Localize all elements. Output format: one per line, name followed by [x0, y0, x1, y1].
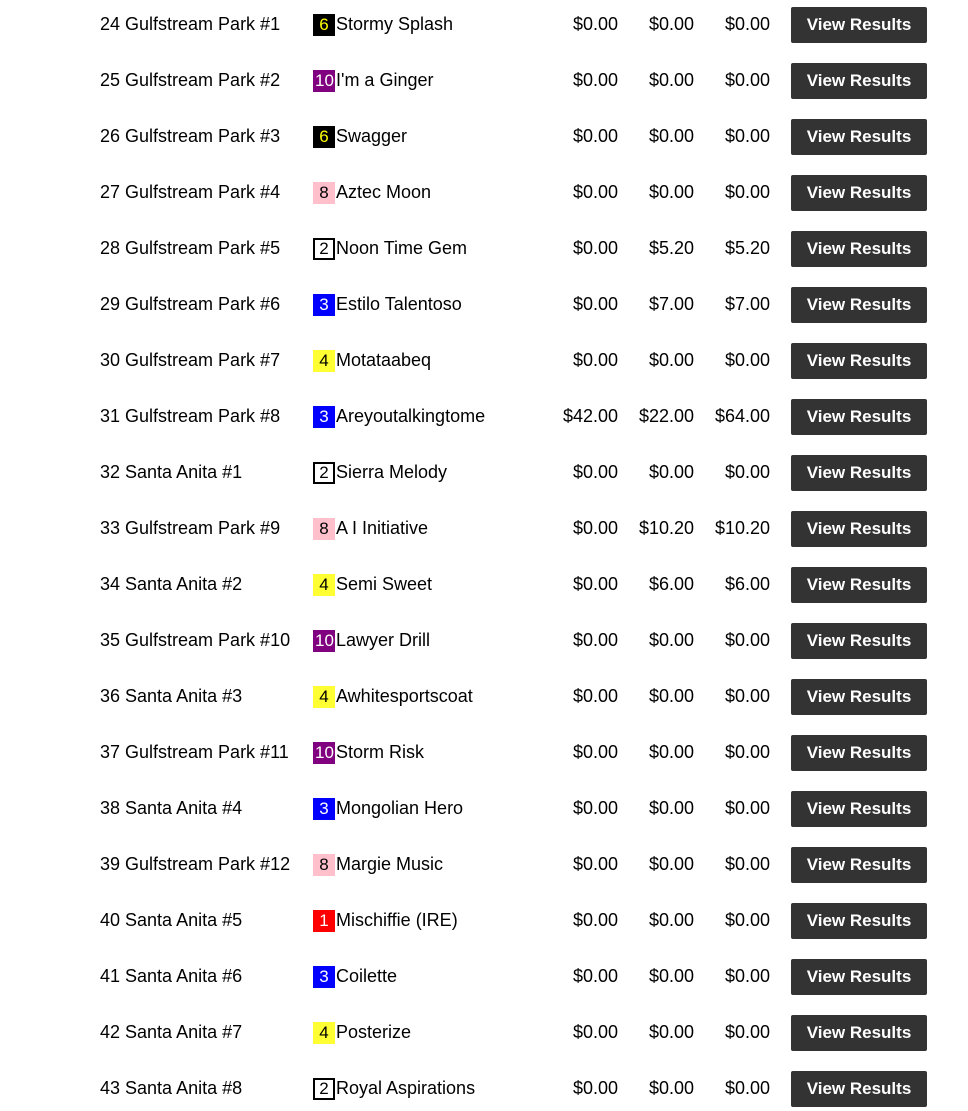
post-position-badge: 4 — [313, 574, 335, 596]
horse-name: Semi Sweet — [336, 574, 433, 594]
race-label: 43 Santa Anita #8 — [100, 1078, 243, 1098]
show-payout: $0.00 — [724, 686, 770, 706]
place-payout: $0.00 — [648, 742, 694, 762]
horse-name: Storm Risk — [336, 742, 425, 762]
result-row — [0, 171, 968, 211]
show-payout: $0.00 — [724, 350, 770, 370]
win-payout: $0.00 — [572, 630, 618, 650]
post-position-badge: 3 — [313, 294, 335, 316]
race-label: 34 Santa Anita #2 — [100, 574, 243, 594]
horse-name: Noon Time Gem — [336, 238, 468, 258]
race-label: 36 Santa Anita #3 — [100, 686, 243, 706]
win-payout: $0.00 — [572, 966, 618, 986]
win-payout: $0.00 — [572, 182, 618, 202]
show-payout: $0.00 — [724, 126, 770, 146]
show-payout: $0.00 — [724, 742, 770, 762]
view-results-button[interactable]: View Results — [791, 343, 927, 379]
horse-name: Aztec Moon — [336, 182, 432, 202]
post-position-badge: 10 — [315, 743, 334, 762]
race-label: 27 Gulfstream Park #4 — [100, 182, 281, 202]
post-position-badge: 8 — [313, 518, 335, 540]
horse-name: Posterize — [336, 1022, 412, 1042]
horse-name: I'm a Ginger — [336, 70, 434, 90]
show-payout: $6.00 — [724, 574, 770, 594]
post-position-badge: 2 — [313, 462, 335, 484]
show-payout: $0.00 — [724, 14, 770, 34]
show-payout: $0.00 — [724, 70, 770, 90]
race-label: 25 Gulfstream Park #2 — [100, 70, 281, 90]
view-results-button[interactable]: View Results — [791, 567, 927, 603]
result-row — [0, 395, 968, 435]
horse-name: Royal Aspirations — [336, 1078, 476, 1098]
horse-name: Awhitesportscoat — [336, 686, 473, 706]
place-payout: $0.00 — [648, 686, 694, 706]
view-results-button[interactable]: View Results — [791, 1015, 927, 1051]
show-payout: $0.00 — [724, 182, 770, 202]
win-payout: $0.00 — [572, 462, 618, 482]
place-payout: $7.00 — [648, 294, 694, 314]
result-row — [0, 339, 968, 379]
place-payout: $0.00 — [648, 14, 694, 34]
place-payout: $0.00 — [648, 462, 694, 482]
post-position-badge: 4 — [313, 686, 335, 708]
race-label: 35 Gulfstream Park #10 — [100, 630, 291, 650]
post-position-badge: 2 — [313, 1078, 335, 1100]
result-row — [0, 563, 968, 603]
post-position-badge: 8 — [313, 182, 335, 204]
horse-name: Mongolian Hero — [336, 798, 464, 818]
place-payout: $0.00 — [648, 910, 694, 930]
win-payout: $0.00 — [572, 294, 618, 314]
race-label: 42 Santa Anita #7 — [100, 1022, 243, 1042]
result-row — [0, 1067, 968, 1107]
horse-name: Estilo Talentoso — [336, 294, 462, 314]
place-payout: $6.00 — [648, 574, 694, 594]
view-results-button[interactable]: View Results — [791, 847, 927, 883]
post-position-badge: 4 — [313, 1022, 335, 1044]
place-payout: $0.00 — [648, 182, 694, 202]
post-position-badge: 10 — [315, 631, 334, 650]
horse-name: A I Initiative — [336, 518, 429, 538]
view-results-button[interactable]: View Results — [791, 287, 927, 323]
horse-name: Swagger — [336, 126, 408, 146]
view-results-button[interactable]: View Results — [791, 735, 927, 771]
horse-name: Sierra Melody — [336, 462, 448, 482]
result-row — [0, 955, 968, 995]
view-results-button[interactable]: View Results — [791, 455, 927, 491]
win-payout: $0.00 — [572, 686, 618, 706]
show-payout: $0.00 — [724, 1078, 770, 1098]
show-payout: $10.20 — [714, 518, 770, 538]
race-label: 37 Gulfstream Park #11 — [100, 742, 289, 762]
result-row — [0, 451, 968, 491]
view-results-button[interactable]: View Results — [791, 511, 927, 547]
result-row — [0, 227, 968, 267]
show-payout: $5.20 — [724, 238, 770, 258]
result-row — [0, 675, 968, 715]
race-label: 26 Gulfstream Park #3 — [100, 126, 281, 146]
view-results-button[interactable]: View Results — [791, 175, 927, 211]
horse-name: Coilette — [336, 966, 398, 986]
result-row — [0, 843, 968, 883]
place-payout: $0.00 — [648, 1078, 694, 1098]
post-position-badge: 6 — [313, 126, 335, 148]
win-payout: $0.00 — [572, 350, 618, 370]
post-position-badge: 3 — [313, 966, 335, 988]
post-position-badge: 10 — [315, 71, 334, 90]
post-position-badge: 8 — [313, 854, 335, 876]
show-payout: $0.00 — [724, 910, 770, 930]
post-position-badge: 6 — [313, 14, 335, 36]
view-results-button[interactable]: View Results — [791, 231, 927, 267]
horse-name: Motataabeq — [336, 350, 432, 370]
result-row — [0, 899, 968, 939]
race-label: 29 Gulfstream Park #6 — [100, 294, 281, 314]
win-payout: $0.00 — [572, 518, 618, 538]
horse-name: Lawyer Drill — [336, 630, 431, 650]
view-results-button[interactable]: View Results — [791, 959, 927, 995]
post-position-badge: 3 — [313, 406, 335, 428]
view-results-button[interactable]: View Results — [791, 791, 927, 827]
show-payout: $64.00 — [714, 406, 770, 426]
result-row — [0, 731, 968, 771]
race-label: 41 Santa Anita #6 — [100, 966, 243, 986]
race-label: 40 Santa Anita #5 — [100, 910, 243, 930]
show-payout: $0.00 — [724, 966, 770, 986]
win-payout: $42.00 — [562, 406, 618, 426]
show-payout: $0.00 — [724, 854, 770, 874]
show-payout: $0.00 — [724, 1022, 770, 1042]
horse-name: Margie Music — [336, 854, 444, 874]
view-results-button[interactable]: View Results — [791, 119, 927, 155]
place-payout: $0.00 — [648, 350, 694, 370]
place-payout: $0.00 — [648, 854, 694, 874]
win-payout: $0.00 — [572, 238, 618, 258]
result-row — [0, 283, 968, 323]
win-payout: $0.00 — [572, 574, 618, 594]
horse-name: Areyoutalkingtome — [336, 406, 486, 426]
win-payout: $0.00 — [572, 854, 618, 874]
place-payout: $0.00 — [648, 798, 694, 818]
post-position-badge: 3 — [313, 798, 335, 820]
post-position-badge: 4 — [313, 350, 335, 372]
view-results-button[interactable]: View Results — [791, 1071, 927, 1107]
result-row — [0, 507, 968, 547]
win-payout: $0.00 — [572, 798, 618, 818]
win-payout: $0.00 — [572, 14, 618, 34]
race-label: 38 Santa Anita #4 — [100, 798, 243, 818]
win-payout: $0.00 — [572, 126, 618, 146]
result-row — [0, 59, 968, 99]
result-row — [0, 787, 968, 827]
race-label: 33 Gulfstream Park #9 — [100, 518, 281, 538]
place-payout: $10.20 — [638, 518, 694, 538]
view-results-button[interactable]: View Results — [791, 903, 927, 939]
result-row — [0, 3, 968, 43]
place-payout: $0.00 — [648, 630, 694, 650]
post-position-badge: 2 — [313, 238, 335, 260]
result-row — [0, 1011, 968, 1051]
result-row — [0, 619, 968, 659]
view-results-button[interactable]: View Results — [791, 679, 927, 715]
horse-name: Stormy Splash — [336, 14, 454, 34]
view-results-button[interactable]: View Results — [791, 7, 927, 43]
race-label: 28 Gulfstream Park #5 — [100, 238, 281, 258]
view-results-button[interactable]: View Results — [791, 399, 927, 435]
result-row — [0, 115, 968, 155]
race-label: 32 Santa Anita #1 — [100, 462, 243, 482]
post-position-badge: 1 — [313, 910, 335, 932]
show-payout: $0.00 — [724, 462, 770, 482]
place-payout: $0.00 — [648, 1022, 694, 1042]
win-payout: $0.00 — [572, 1022, 618, 1042]
place-payout: $5.20 — [648, 238, 694, 258]
race-label: 30 Gulfstream Park #7 — [100, 350, 281, 370]
race-label: 39 Gulfstream Park #12 — [100, 854, 291, 874]
place-payout: $0.00 — [648, 966, 694, 986]
race-label: 24 Gulfstream Park #1 — [100, 14, 281, 34]
show-payout: $0.00 — [724, 630, 770, 650]
place-payout: $22.00 — [638, 406, 694, 426]
place-payout: $0.00 — [648, 126, 694, 146]
win-payout: $0.00 — [572, 1078, 618, 1098]
win-payout: $0.00 — [572, 70, 618, 90]
race-label: 31 Gulfstream Park #8 — [100, 406, 281, 426]
show-payout: $0.00 — [724, 798, 770, 818]
win-payout: $0.00 — [572, 910, 618, 930]
win-payout: $0.00 — [572, 742, 618, 762]
horse-name: Mischiffie (IRE) — [336, 910, 458, 930]
view-results-button[interactable]: View Results — [791, 623, 927, 659]
place-payout: $0.00 — [648, 70, 694, 90]
show-payout: $7.00 — [724, 294, 770, 314]
view-results-button[interactable]: View Results — [791, 63, 927, 99]
